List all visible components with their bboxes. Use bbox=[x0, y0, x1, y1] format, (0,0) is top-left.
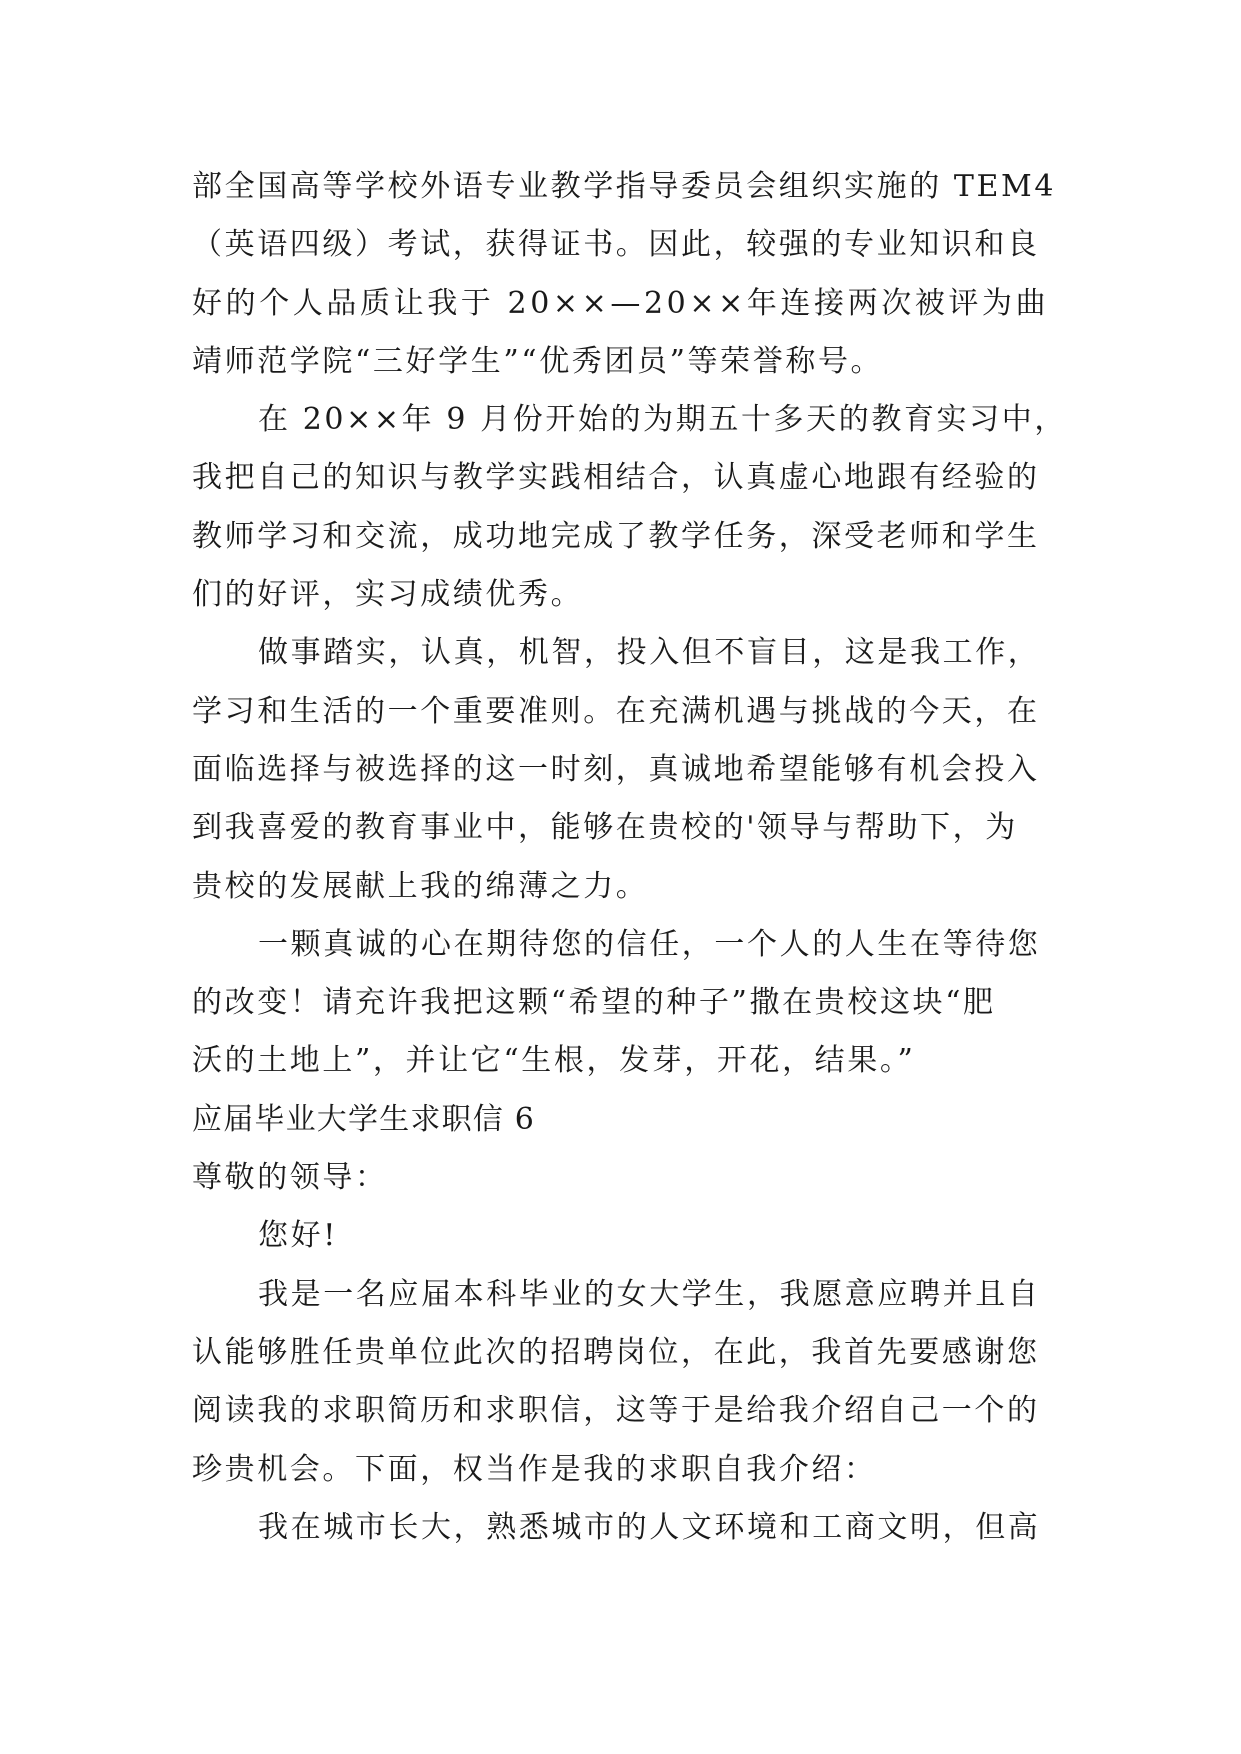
text-line: （英语四级）考试，获得证书。因此，较强的专业知识和良 bbox=[192, 227, 1040, 263]
text-line: 阅读我的求职简历和求职信，这等于是给我介绍自己一个的 bbox=[192, 1393, 1040, 1429]
section-heading: 应届毕业大学生求职信 6 bbox=[192, 1101, 536, 1137]
text-line: 认能够胜任贵单位此次的招聘岗位，在此，我首先要感谢您 bbox=[192, 1334, 1040, 1370]
document-body bbox=[192, 158, 1067, 1557]
text-line: 的改变！请充许我把这颗“希望的种子”撒在贵校这块“肥 bbox=[192, 985, 996, 1021]
salutation: 尊敬的领导： bbox=[192, 1160, 388, 1196]
text-line: 好的个人品质让我于 20××—20××年连接两次被评为曲 bbox=[192, 285, 1050, 321]
text-line: 到我喜爱的教育事业中，能够在贵校的'领导与帮助下，为 bbox=[192, 810, 1018, 846]
text-line: 面临选择与被选择的这一时刻，真诚地希望能够有机会投入 bbox=[192, 751, 1040, 787]
paragraph-start-line: 做事踏实，认真，机智，投入但不盲目，这是我工作， bbox=[258, 635, 1041, 671]
greeting: 您好! bbox=[258, 1218, 338, 1254]
paragraph-start-line: 在 20××年 9 月份开始的为期五十多天的教育实习中， bbox=[258, 402, 1067, 438]
paragraph-start-line: 我在城市长大，熟悉城市的人文环境和工商文明，但高 bbox=[258, 1509, 1041, 1545]
text-line: 沃的土地上”，并让它“生根，发芽，开花，结果。” bbox=[192, 1043, 916, 1079]
text-line: 我把自己的知识与教学实践相结合，认真虚心地跟有经验的 bbox=[192, 460, 1040, 496]
text-line: 们的好评，实习成绩优秀。 bbox=[192, 577, 584, 613]
paragraph-start-line: 一颗真诚的心在期待您的信任，一个人的人生在等待您 bbox=[258, 926, 1041, 962]
text-line: 教师学习和交流，成功地完成了教学任务，深受老师和学生 bbox=[192, 518, 1040, 554]
text-line: 学习和生活的一个重要准则。在充满机遇与挑战的今天，在 bbox=[192, 693, 1040, 729]
paragraph-start-line: 我是一名应届本科毕业的女大学生，我愿意应聘并且自 bbox=[258, 1276, 1041, 1312]
text-line: 贵校的发展献上我的绵薄之力。 bbox=[192, 868, 649, 904]
text-line: 珍贵机会。下面，权当作是我的求职自我介绍： bbox=[192, 1451, 877, 1487]
text-line: 靖师范学院“三好学生”“优秀团员”等荣誉称号。 bbox=[192, 343, 884, 379]
text-line: 部全国高等学校外语专业教学指导委员会组织实施的 TEM4 bbox=[192, 169, 1057, 204]
